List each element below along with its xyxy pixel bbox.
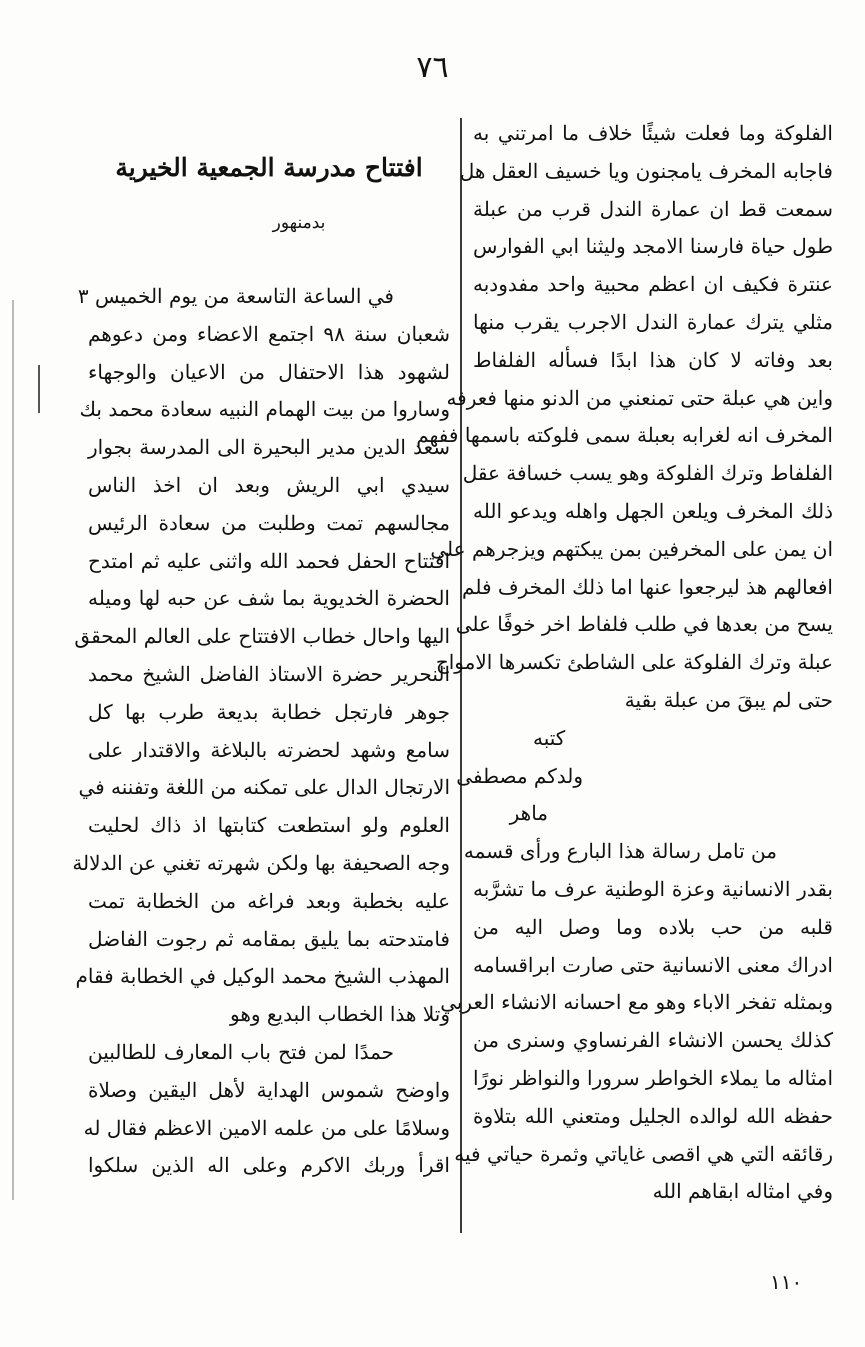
- text-line: جوهر فارتجل خطابة بديعة طرب بها كل: [88, 699, 450, 724]
- text-line: مثلي يترك عمارة الندل الاجرب يقرب منها: [473, 309, 833, 334]
- text-line: المهذب الشيخ محمد الوكيل في الخطابة فقام: [75, 964, 450, 989]
- article-subtitle: بدمنهور: [272, 213, 326, 233]
- text-line: عليه بخطبة وبعد فراغه من الخطابة تمت: [88, 888, 450, 913]
- text-line: في الساعة التاسعة من يوم الخميس ٣: [77, 284, 394, 308]
- page-number: ٧٦: [416, 50, 449, 85]
- left-column: [72, 148, 450, 1185]
- text-line: فاجابه المخرف يامجنون ويا خسيف العقل هل: [459, 158, 833, 183]
- text-line: افتتاح الحفل فحمد الله واثنى عليه ثم امتدح: [88, 548, 450, 573]
- text-line: ان يمن على المخرفين بمن يبكتهم ويزجرهم على: [430, 536, 833, 561]
- text-line: النحرير حضرة الاستاذ الفاضل الشيخ محمد: [88, 661, 450, 686]
- text-line: العلوم ولو استطعت كتابتها اذ ذاك لحليت: [88, 813, 450, 838]
- text-line: فامتدحته بما يليق بمقامه ثم رجوت الفاضل: [88, 926, 450, 951]
- text-line: رقائقه التي هي اقصى غاياتي وثمرة حياتي فيه: [454, 1141, 833, 1166]
- text-line: ذلك المخرف ويلعن الجهل واهله ويدعو الله: [473, 498, 833, 523]
- signature-word: كتبه: [533, 725, 566, 750]
- signature-block: [473, 720, 833, 758]
- text-line: امثاله ما يملاء الخواطر سرورا والنواظر نورًا: [473, 1065, 833, 1090]
- text-line: مجالسهم تمت وطلبت من سعادة الرئيس: [88, 510, 450, 535]
- editor-comment: [440, 833, 833, 1211]
- text-line: الارتجال الدال على تمكنه من اللغة وتفننه في: [78, 775, 450, 800]
- speech-text: [83, 1034, 450, 1185]
- text-line: قلبه من حب بلاده وما وصل اليه من: [473, 914, 833, 939]
- text-line: واوضح شموس الهداية لأهل اليقين وصلاة: [88, 1077, 450, 1102]
- text-line: الفلوكة وما فعلت شيئًا خلاف ما امرتني به: [473, 121, 833, 145]
- text-line: سعد الدين مدير البحيرة الى المدرسة بجوار: [88, 435, 450, 460]
- text-line: طول حياة فارسنا الامجد وليثنا ابي الفوارس: [473, 234, 833, 259]
- text-line: الحضرة الخديوية بما شف عن حبه لها وميله: [88, 586, 450, 611]
- signature-surname: ماهر: [509, 801, 548, 826]
- text-line: من تامل رسالة هذا البارع ورأى قسمه: [463, 839, 777, 864]
- text-line: افعالهم هذ ليرجعوا عنها اما ذلك المخرف فلم: [462, 574, 833, 599]
- signature-surname-line: [473, 795, 833, 833]
- right-column: [416, 115, 833, 1211]
- text-line: شعبان سنة ٩٨ اجتمع الاعضاء ومن دعوهم: [88, 321, 450, 346]
- right-column-text: [416, 115, 833, 720]
- text-line: اليها واحال خطاب الافتتاح على العالم المحقق: [74, 624, 450, 649]
- text-line: سامع وشهد لحضرته بالبلاغة والاقتدار على: [88, 737, 450, 762]
- signature-name-line: [456, 758, 833, 796]
- text-line: حتى لم يبقَ من عبلة بقية: [624, 687, 833, 712]
- text-line: كذلك يحسن الانشاء الفرنساوي وسنرى من: [473, 1028, 833, 1053]
- text-line: بعد وفاته لا كان هذا ابدًا فسأله الفلفاط: [473, 347, 833, 372]
- text-line: عنترة فكيف ان اعظم محبية واحد مفدودبه: [473, 272, 833, 297]
- text-line: ادراك معنى الانسانية حتى صارت ابراقسامه: [473, 952, 833, 977]
- text-line: سيدي ابي الريش وبعد ان اخذ الناس: [88, 472, 450, 497]
- margin-mark: [38, 365, 40, 413]
- text-line: وساروا من بيت الهمام النبيه سعادة محمد بك: [79, 397, 450, 422]
- text-line: لشهود هذا الاحتفال من الاعيان والوجهاء: [88, 359, 450, 384]
- article-body: [72, 278, 450, 1034]
- text-line: وفي امثاله ابقاهم الله: [652, 1179, 833, 1204]
- text-line: وتلا هذا الخطاب البديع وهو: [229, 1002, 450, 1027]
- text-line: حفظه الله لوالده الجليل ومتعني الله بتلاوة: [473, 1103, 833, 1128]
- text-line: يسح من بعدها في طلب فلفاط اخر خوفًا على: [455, 612, 833, 637]
- text-line: واين هي عبلة حتى تمنعني من الدنو منها فعرفه: [446, 385, 833, 410]
- text-line: وبمثله تفخر الاباء وهو مع احسانه الانشاء العربي: [440, 990, 833, 1015]
- article-title: افتتاح مدرسة الجمعية الخيرية: [115, 153, 423, 182]
- text-line: وسلامًا على من علمه الامين الاعظم فقال له: [83, 1115, 450, 1140]
- text-line: وجه الصحيفة بها ولكن شهرته تغني عن الدلالة: [72, 850, 450, 875]
- text-line: الفلفاط وترك الفلوكة وهو يسب خسافة عقل: [462, 461, 833, 486]
- text-line: اقرأ وربك الاكرم وعلى اله الذين سلكوا: [88, 1153, 450, 1178]
- text-line: سمعت قط ان عمارة الندل قرب من عبلة: [473, 196, 833, 221]
- signature-name: ولدكم مصطفى: [456, 763, 583, 788]
- text-line: حمدًا لمن فتح باب المعارف للطالبين: [88, 1039, 394, 1064]
- text-line: بقدر الانسانية وعزة الوطنية عرف ما تشرَّبه: [473, 876, 833, 901]
- margin-dotted-line: [12, 300, 14, 1200]
- text-line: عبلة وترك الفلوكة على الشاطئ تكسرها الامواج: [435, 650, 833, 675]
- footer-number: ١١٠: [770, 1270, 803, 1294]
- text-line: المخرف انه لغرابه بعبلة سمى فلوكته باسمها ففهم: [416, 423, 833, 448]
